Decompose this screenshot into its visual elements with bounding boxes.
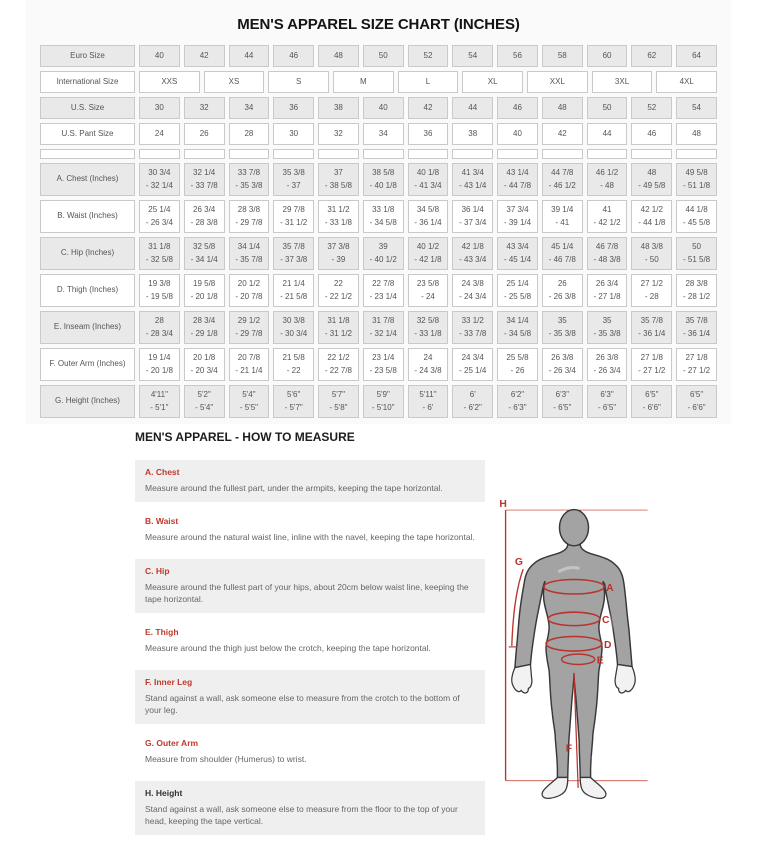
measure-list	[135, 460, 485, 842]
measure-item-text: Measure around the fullest part, under the armpits, keeping the tape horizontal.	[145, 483, 443, 493]
size-cell: 60	[587, 45, 628, 67]
range-cell: 25 1/4 - 26 3/4	[139, 200, 180, 233]
spacer-cell	[587, 149, 628, 159]
range-cell: 24 3/8 - 24 3/4	[452, 274, 493, 307]
range-cell: 37 3/4 - 39 1/4	[497, 200, 538, 233]
measure-item-b-waist	[135, 509, 485, 551]
range-cell: 42 1/8 - 43 3/4	[452, 237, 493, 270]
range-cell: 19 3/8 - 19 5/8	[139, 274, 180, 307]
range-cell: 41 3/4 - 43 1/4	[452, 163, 493, 196]
spacer-cell	[631, 149, 672, 159]
size-cell: 32	[318, 123, 359, 145]
measure-item-a-chest	[135, 460, 485, 502]
range-cell: 35 7/8 - 36 1/4	[676, 311, 717, 344]
head	[559, 510, 588, 546]
range-cell: 32 1/4 - 33 7/8	[184, 163, 225, 196]
measure-item-heading: F. Inner Leg	[145, 676, 193, 687]
range-cell: 22 7/8 - 23 1/4	[363, 274, 404, 307]
size-cell: 44	[587, 123, 628, 145]
size-cell: 54	[452, 45, 493, 67]
measurement-row	[40, 200, 717, 233]
size-cell: 48	[318, 45, 359, 67]
measure-item-e-thigh	[135, 620, 485, 662]
range-cell: 34 1/4 - 34 5/8	[497, 311, 538, 344]
range-cell: 23 1/4 - 23 5/8	[363, 348, 404, 381]
range-cell: 32 5/8 - 34 1/4	[184, 237, 225, 270]
row-label: International Size	[40, 71, 135, 93]
size-cell: L	[398, 71, 459, 93]
size-cell: 36	[408, 123, 449, 145]
range-cell: 6' - 6'2"	[452, 385, 493, 418]
range-cell: 33 7/8 - 35 3/8	[229, 163, 270, 196]
range-cell: 5'2" - 5'4"	[184, 385, 225, 418]
size-cell: 34	[363, 123, 404, 145]
range-cell: 44 1/8 - 45 5/8	[676, 200, 717, 233]
size-cell: 42	[408, 97, 449, 119]
row-label: C. Hip (Inches)	[40, 237, 135, 270]
range-cell: 22 1/2 - 22 7/8	[318, 348, 359, 381]
size-cell: 34	[229, 97, 270, 119]
measurement-row	[40, 348, 717, 381]
measure-item-h-height	[135, 781, 485, 836]
spacer-cell	[139, 149, 180, 159]
label-A: A	[606, 582, 614, 594]
range-cell: 27 1/8 - 27 1/2	[631, 348, 672, 381]
measure-item-heading: A. Chest	[145, 467, 180, 477]
range-cell: 37 3/8 - 39	[318, 237, 359, 270]
size-cell: 24	[139, 123, 180, 145]
size-cell: 50	[363, 45, 404, 67]
range-cell: 30 3/8 - 30 3/4	[273, 311, 314, 344]
spacer-cell	[408, 149, 449, 159]
measure-item-text: Measure from shoulder (Humerus) to wrist.	[145, 754, 307, 765]
range-cell: 43 1/4 - 44 7/8	[497, 163, 538, 196]
range-cell: 28 3/8 - 29 7/8	[229, 200, 270, 233]
range-cell: 6'5" - 6'6"	[631, 385, 672, 418]
size-cell: 56	[497, 45, 538, 67]
left-hand	[512, 665, 532, 693]
size-chart-panel	[26, 0, 731, 424]
range-cell: 33 1/8 - 34 5/8	[363, 200, 404, 233]
header-row	[40, 45, 717, 67]
range-cell: 29 1/2 - 29 7/8	[229, 311, 270, 344]
range-cell: 6'3" - 6'5"	[587, 385, 628, 418]
measure-item-text: Measure around the fullest part of your hips, about 20cm below waist line, keeping the tape horizontal.	[145, 581, 469, 604]
label-E: E	[596, 655, 604, 667]
size-cell: 40	[363, 97, 404, 119]
range-cell: 49 5/8 - 51 1/8	[676, 163, 717, 196]
range-cell: 26 - 26 3/8	[542, 274, 583, 307]
measure-item-heading: B. Waist	[145, 516, 179, 527]
range-cell: 35 - 35 3/8	[542, 311, 583, 344]
range-cell: 31 1/8 - 31 1/2	[318, 311, 359, 344]
body-measurement-diagram	[491, 460, 667, 820]
range-cell: 34 5/8 - 36 1/4	[408, 200, 449, 233]
row-label: A. Chest (Inches)	[40, 163, 135, 196]
size-cell: M	[333, 71, 394, 93]
range-cell: 35 - 35 3/8	[587, 311, 628, 344]
size-cell: 42	[542, 123, 583, 145]
measure-item-heading: E. Thigh	[145, 627, 179, 638]
size-cell: 32	[184, 97, 225, 119]
range-cell: 24 3/4 - 25 1/4	[452, 348, 493, 381]
size-cell: 30	[273, 123, 314, 145]
range-cell: 22 - 22 1/2	[318, 274, 359, 307]
label-H: H	[499, 498, 507, 510]
range-cell: 25 5/8 - 26	[497, 348, 538, 381]
label-D: D	[604, 639, 612, 651]
measure-item-heading: G. Outer Arm	[145, 738, 199, 749]
range-cell: 21 1/4 - 21 5/8	[273, 274, 314, 307]
range-cell: 23 5/8 - 24	[408, 274, 449, 307]
label-G: G	[514, 557, 523, 568]
measure-item-heading: H. Height	[145, 787, 183, 798]
range-cell: 26 3/8 - 26 3/4	[542, 348, 583, 381]
row-label: G. Height (Inches)	[40, 385, 135, 418]
range-cell: 35 3/8 - 37	[273, 163, 314, 196]
range-cell: 28 3/4 - 29 1/8	[184, 311, 225, 344]
spacer-cell	[497, 149, 538, 159]
range-cell: 20 7/8 - 21 1/4	[229, 348, 270, 381]
size-cell: 48	[542, 97, 583, 119]
measure-item-text: Measure around the natural waist line, inline with the navel, keeping the tape horizontal.	[145, 532, 475, 543]
range-cell: 50 - 51 5/8	[676, 237, 717, 270]
header-row	[40, 123, 717, 145]
range-cell: 19 5/8 - 20 1/8	[184, 274, 225, 307]
size-cell: 46	[631, 123, 672, 145]
range-cell: 31 7/8 - 32 1/4	[363, 311, 404, 344]
body-diagram-svg	[491, 480, 657, 820]
header-row	[40, 71, 717, 93]
row-label: D. Thigh (Inches)	[40, 274, 135, 307]
size-cell: 38	[318, 97, 359, 119]
range-cell: 48 - 49 5/8	[631, 163, 672, 196]
spacer-cell	[229, 149, 270, 159]
range-cell: 20 1/2 - 20 7/8	[229, 274, 270, 307]
range-cell: 46 1/2 - 48	[587, 163, 628, 196]
row-label: F. Outer Arm (Inches)	[40, 348, 135, 381]
range-cell: 34 1/4 - 35 7/8	[229, 237, 270, 270]
size-cell: 28	[229, 123, 270, 145]
range-cell: 19 1/4 - 20 1/8	[139, 348, 180, 381]
size-cell: 46	[273, 45, 314, 67]
range-cell: 39 - 40 1/2	[363, 237, 404, 270]
header-row	[40, 97, 717, 119]
range-cell: 35 7/8 - 36 1/4	[631, 311, 672, 344]
range-cell: 30 3/4 - 32 1/4	[139, 163, 180, 196]
measurement-row	[40, 163, 717, 196]
range-cell: 48 3/8 - 50	[631, 237, 672, 270]
range-cell: 41 - 42 1/2	[587, 200, 628, 233]
range-cell: 39 1/4 - 41	[542, 200, 583, 233]
range-cell: 28 3/8 - 28 1/2	[676, 274, 717, 307]
measure-item-text: Measure around the thigh just below the crotch, keeping the tape horizontal.	[145, 643, 431, 654]
spacer-cell	[542, 149, 583, 159]
range-cell: 42 1/2 - 44 1/8	[631, 200, 672, 233]
range-cell: 31 1/8 - 32 5/8	[139, 237, 180, 270]
size-cell: 4XL	[656, 71, 717, 93]
size-cell: 52	[631, 97, 672, 119]
range-cell: 5'9" - 5'10"	[363, 385, 404, 418]
spacer-cell	[273, 149, 314, 159]
size-cell: XXS	[139, 71, 200, 93]
measure-item-g-outer-arm	[135, 731, 485, 773]
size-cell: 40	[139, 45, 180, 67]
range-cell: 28 - 28 3/4	[139, 311, 180, 344]
spacer-cell	[676, 149, 717, 159]
how-to-measure-title: MEN'S APPAREL - HOW TO MEASURE	[135, 430, 355, 444]
size-cell: XL	[462, 71, 523, 93]
size-chart-title: MEN'S APPAREL SIZE CHART (INCHES)	[237, 16, 520, 33]
range-cell: 36 1/4 - 37 3/4	[452, 200, 493, 233]
range-cell: 46 7/8 - 48 3/8	[587, 237, 628, 270]
size-cell: 58	[542, 45, 583, 67]
spacer-cell	[318, 149, 359, 159]
row-label: U.S. Pant Size	[40, 123, 135, 145]
range-cell: 24 - 24 3/8	[408, 348, 449, 381]
range-cell: 43 3/4 - 45 1/4	[497, 237, 538, 270]
size-cell: 44	[452, 97, 493, 119]
row-label: Euro Size	[40, 45, 135, 67]
size-cell: 26	[184, 123, 225, 145]
range-cell: 5'6" - 5'7"	[273, 385, 314, 418]
size-cell: 50	[587, 97, 628, 119]
label-C: C	[601, 615, 610, 627]
size-chart-table	[40, 45, 717, 418]
range-cell: 26 3/4 - 27 1/8	[587, 274, 628, 307]
range-cell: 25 1/4 - 25 5/8	[497, 274, 538, 307]
spacer-cell	[184, 149, 225, 159]
right-hand	[615, 665, 635, 693]
spacer-row	[40, 149, 717, 159]
range-cell: 27 1/8 - 27 1/2	[676, 348, 717, 381]
size-cell: 30	[139, 97, 180, 119]
range-cell: 38 5/8 - 40 1/8	[363, 163, 404, 196]
size-cell: 40	[497, 123, 538, 145]
size-cell: XS	[204, 71, 265, 93]
measurement-row	[40, 237, 717, 270]
size-cell: XXL	[527, 71, 588, 93]
spacer-label-cell	[40, 149, 135, 159]
range-cell: 32 5/8 - 33 1/8	[408, 311, 449, 344]
how-to-measure-section	[135, 430, 735, 842]
measure-item-text: Stand against a wall, ask someone else to measure from the crotch to the bottom of your leg.	[145, 692, 460, 715]
range-cell: 27 1/2 - 28	[631, 274, 672, 307]
row-label: E. Inseam (Inches)	[40, 311, 135, 344]
size-cell: 3XL	[592, 71, 653, 93]
range-cell: 40 1/2 - 42 1/8	[408, 237, 449, 270]
size-cell: 64	[676, 45, 717, 67]
range-cell: 40 1/8 - 41 3/4	[408, 163, 449, 196]
range-cell: 6'5" - 6'6"	[676, 385, 717, 418]
range-cell: 44 7/8 - 46 1/2	[542, 163, 583, 196]
spacer-cell	[363, 149, 404, 159]
range-cell: 45 1/4 - 46 7/8	[542, 237, 583, 270]
row-label: U.S. Size	[40, 97, 135, 119]
measure-item-text: Stand against a wall, ask someone else to measure from the floor to the top of your head, keeping the tape vertical.	[145, 803, 458, 826]
size-cell: S	[268, 71, 329, 93]
size-cell: 62	[631, 45, 672, 67]
range-cell: 4'11" - 5'1"	[139, 385, 180, 418]
range-cell: 6'2" - 6'3"	[497, 385, 538, 418]
range-cell: 5'11" - 6'	[408, 385, 449, 418]
measurement-row	[40, 385, 717, 418]
size-cell: 42	[184, 45, 225, 67]
range-cell: 26 3/8 - 26 3/4	[587, 348, 628, 381]
measure-item-heading: C. Hip	[145, 565, 170, 576]
range-cell: 29 7/8 - 31 1/2	[273, 200, 314, 233]
row-label: B. Waist (Inches)	[40, 200, 135, 233]
size-cell: 38	[452, 123, 493, 145]
range-cell: 33 1/2 - 33 7/8	[452, 311, 493, 344]
size-cell: 44	[229, 45, 270, 67]
size-cell: 46	[497, 97, 538, 119]
measurement-row	[40, 311, 717, 344]
range-cell: 6'3" - 6'5"	[542, 385, 583, 418]
measure-item-c-hip	[135, 559, 485, 614]
size-cell: 54	[676, 97, 717, 119]
measurement-row	[40, 274, 717, 307]
spacer-cell	[452, 149, 493, 159]
range-cell: 31 1/2 - 33 1/8	[318, 200, 359, 233]
label-F: F	[565, 743, 573, 755]
range-cell: 20 1/8 - 20 3/4	[184, 348, 225, 381]
range-cell: 5'7" - 5'8"	[318, 385, 359, 418]
range-cell: 35 7/8 - 37 3/8	[273, 237, 314, 270]
range-cell: 26 3/4 - 28 3/8	[184, 200, 225, 233]
range-cell: 21 5/8 - 22	[273, 348, 314, 381]
measure-item-f-inner-leg	[135, 670, 485, 725]
range-cell: 37 - 38 5/8	[318, 163, 359, 196]
size-cell: 52	[408, 45, 449, 67]
size-cell: 36	[273, 97, 314, 119]
size-cell: 48	[676, 123, 717, 145]
range-cell: 5'4" - 5'5"	[229, 385, 270, 418]
